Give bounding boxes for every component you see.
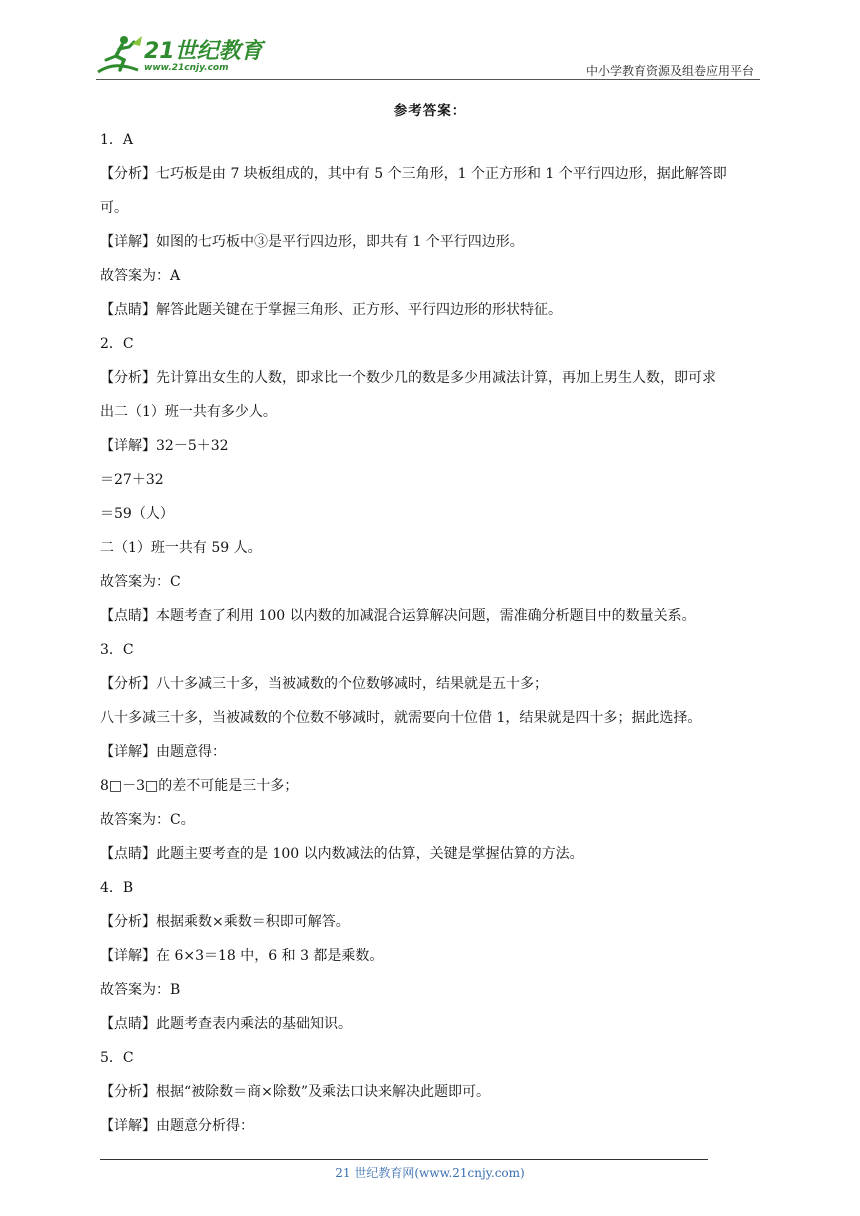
answer-line: 故答案为：C [100, 574, 181, 590]
page-header [96, 30, 760, 82]
answer-line: 【分析】根据“被除数＝商×除数”及乘法口诀来解决此题即可。 [100, 1084, 491, 1100]
answer-line: 【详解】由题意得： [100, 744, 226, 760]
answer-line: ＝59（人） [100, 506, 174, 522]
runner-logo-icon [96, 34, 146, 78]
answer-line: 二（1）班一共有 59 人。 [100, 540, 262, 556]
answer-line: 2．C [100, 336, 134, 352]
logo-title: 21世纪教育 [144, 39, 263, 64]
answer-line: 故答案为：B [100, 982, 181, 998]
answer-line: 【点睛】本题考查了利用 100 以内数的加减混合运算解决问题，需准确分析题目中的数量关系。 [100, 608, 696, 624]
answer-line: 故答案为：C。 [100, 812, 195, 828]
answer-line: 3．C [100, 642, 134, 658]
answer-line: 【点睛】此题考查表内乘法的基础知识。 [100, 1016, 352, 1032]
page-footer: 21 世纪教育网(www.21cnjy.com) [335, 1166, 525, 1180]
answer-line: 【详解】由题意分析得： [100, 1118, 254, 1134]
header-tagline: 中小学教育资源及组卷应用平台 [585, 64, 754, 78]
header-divider [96, 79, 760, 80]
footer-divider [100, 1159, 708, 1160]
answer-line: 【详解】在 6×3＝18 中，6 和 3 都是乘数。 [100, 948, 384, 964]
answer-content [100, 127, 765, 1147]
answer-line: 可。 [100, 200, 128, 216]
answer-line: 1．A [100, 132, 134, 148]
answer-line: 【点睛】此题主要考查的是 100 以内数减法的估算，关键是掌握估算的方法。 [100, 846, 584, 862]
logo [96, 34, 266, 78]
logo-url: www.21cnjy.com [144, 63, 229, 73]
answer-line: 故答案为：A [100, 268, 181, 284]
answer-line: 【点睛】解答此题关键在于掌握三角形、正方形、平行四边形的形状特征。 [100, 302, 562, 318]
page-title: 参考答案： [393, 103, 467, 119]
answer-line: 【详解】如图的七巧板中③是平行四边形，即共有 1 个平行四边形。 [100, 234, 524, 250]
answer-line: 【详解】32－5＋32 [100, 438, 229, 454]
answer-line: 【分析】先计算出女生的人数，即求比一个数少几的数是多少用减法计算，再加上男生人数，即可求 [100, 370, 716, 386]
answer-line: 【分析】七巧板是由 7 块板组成的，其中有 5 个三角形，1 个正方形和 1 个平行四边形，据此解答即 [100, 166, 727, 182]
answer-line: ＝27＋32 [100, 472, 164, 488]
answer-line: 4．B [100, 880, 134, 896]
answer-line: 八十多减三十多，当被减数的个位数不够减时，就需要向十位借 1，结果就是四十多；据此选择。 [100, 710, 702, 726]
answer-line: 8□－3□的差不可能是三十多； [100, 778, 299, 794]
answer-line: 【分析】八十多减三十多，当被减数的个位数够减时，结果就是五十多； [100, 676, 548, 692]
answer-line: 5．C [100, 1050, 134, 1066]
answer-line: 出二（1）班一共有多少人。 [100, 404, 277, 420]
answer-line: 【分析】根据乘数×乘数＝积即可解答。 [100, 914, 350, 930]
